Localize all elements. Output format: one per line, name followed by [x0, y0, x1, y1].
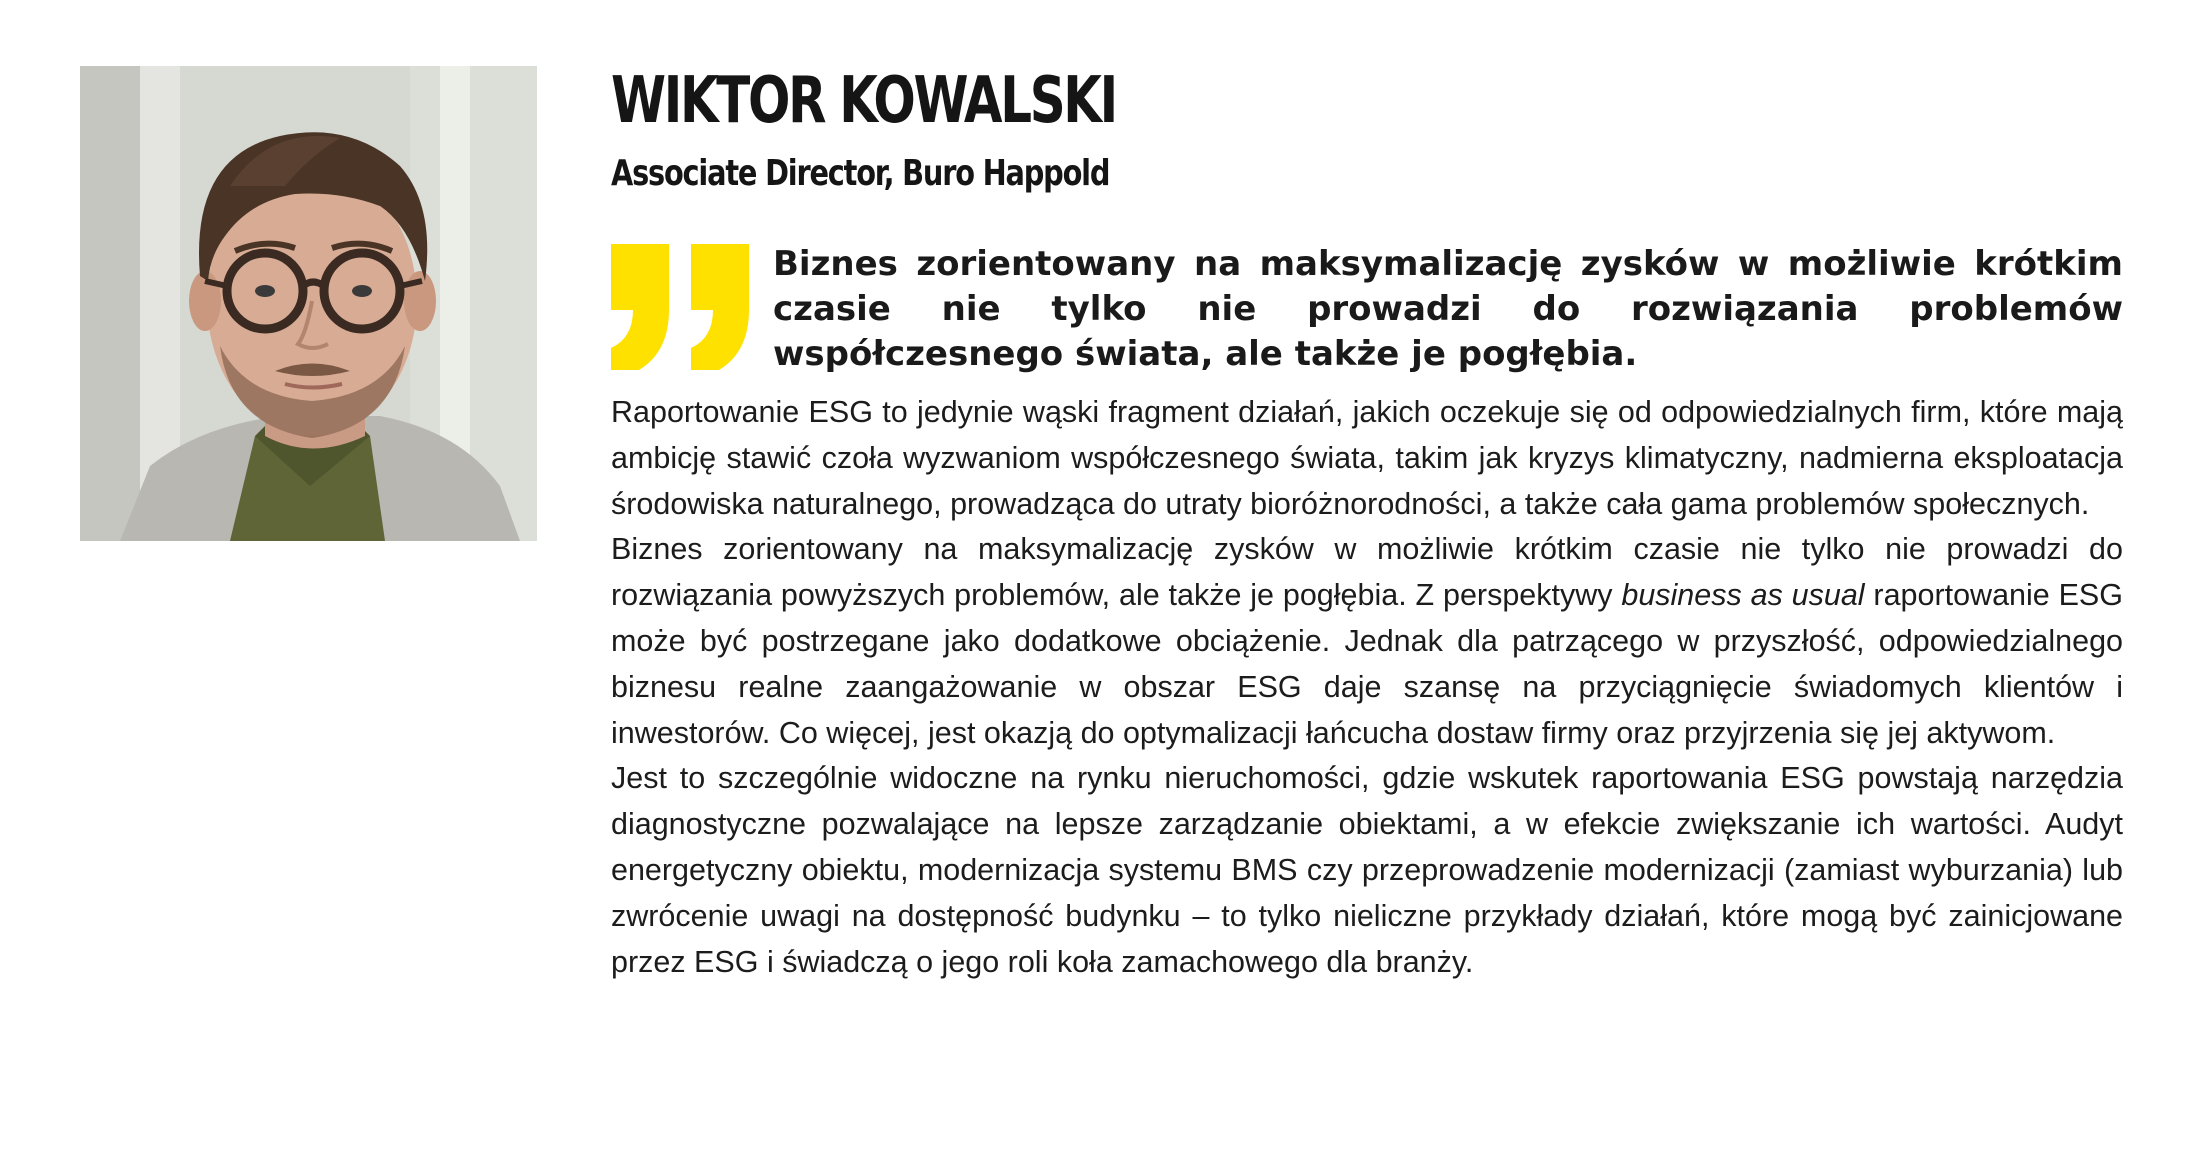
paragraph-3: Jest to szczególnie widoczne na rynku nieruchomości, gdzie wskutek raportowania ESG powstają narzędzia diagnostyczne pozwalające na lepsze zarządzanie obiektami, a w efekcie zwiększanie ich wartości. Audyt energetyczny obiektu, modernizacja systemu BMS czy przeprowadzenie modernizacji (zamiast wyburzania) lub zwrócenie uwagi na dostępność budynku – to tylko nieliczne przykłady działań, które mogą być zainicjowane przez ESG i świadczą o jego roli koła zamachowego dla branży.: [611, 761, 2123, 979]
person-name: WIKTOR KOWALSKI: [611, 64, 1116, 138]
quote-mark-icon: [611, 244, 751, 370]
article-content: [611, 62, 2123, 985]
paragraph-2-start: Biznes zorientowany na maksymalizację zysków w możliwie krótkim czasie nie tylko nie prowadzi do rozwiązania powyższych problemów, ale także je pogłębia. Z perspektywy: [611, 532, 2123, 613]
paragraph-2-end: raportowanie ESG może być postrzegane jako dodatkowe obciążenie. Jednak dla patrzącego w przyszłość, odpowiedzialnego biznesu realne zaangażowanie w obszar ESG daje szansę na przyciągnięcie świadomych klientów i inwestorów. Co więcej, jest okazją do optymalizacji łańcucha dostaw firmy oraz przyjrzenia się jej aktywom.: [611, 578, 2123, 750]
paragraph-1: Raportowanie ESG to jedynie wąski fragment działań, jakich oczekuje się od odpowiedzialnych firm, które mają ambicję stawić czoła wyzwaniom współczesnego świata, takim jak kryzys klimatyczny, nadmierna eksploatacja środowiska naturalnego, prowadząca do utraty bioróżnorodności, a także cała gama problemów społecznych.: [611, 395, 2123, 521]
paragraph-2-emphasis: business as usual: [1621, 578, 1865, 613]
pull-quote: [611, 242, 2123, 372]
person-role: Associate Director, Buro Happold: [611, 153, 1110, 194]
paragraph-2: [611, 527, 2123, 756]
quote-text: Biznes zorientowany na maksymalizację zysków w możliwie krótkim czasie nie tylko nie prowadzi do rozwiązania problemów współczesnego świata, ale także je pogłębia.: [773, 244, 2123, 374]
article-body: [611, 390, 2123, 985]
portrait-photo: [80, 66, 537, 541]
